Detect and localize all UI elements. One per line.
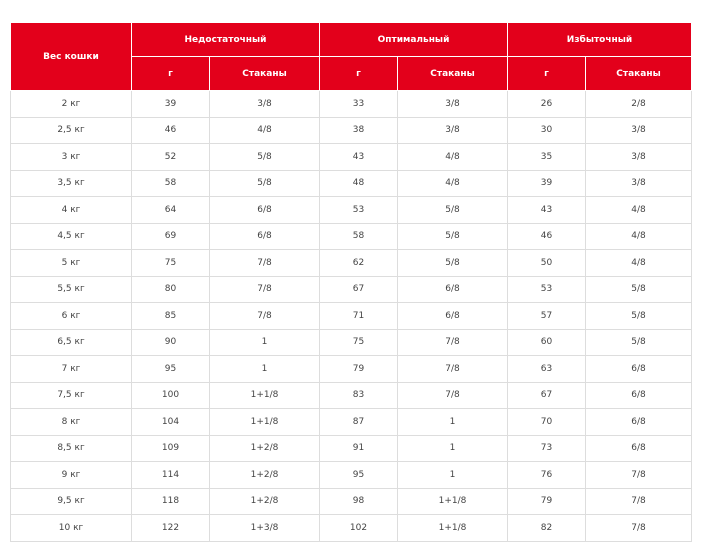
cell-grams-optimal: 79 xyxy=(320,356,398,383)
cell-cat-weight: 5 кг xyxy=(11,250,132,277)
cell-cups-excess: 2/8 xyxy=(586,91,692,118)
table-row xyxy=(11,303,692,330)
cell-grams-insufficient: 100 xyxy=(132,382,210,409)
cell-grams-excess: 57 xyxy=(508,303,586,330)
cell-grams-optimal: 87 xyxy=(320,409,398,436)
cell-grams-insufficient: 104 xyxy=(132,409,210,436)
cell-grams-insufficient: 75 xyxy=(132,250,210,277)
cell-cups-insufficient: 6/8 xyxy=(210,223,320,250)
cell-grams-optimal: 71 xyxy=(320,303,398,330)
cell-cups-optimal: 4/8 xyxy=(398,144,508,171)
cell-cups-optimal: 1 xyxy=(398,435,508,462)
cell-cat-weight: 7,5 кг xyxy=(11,382,132,409)
table-row xyxy=(11,515,692,542)
cell-cups-optimal: 1+1/8 xyxy=(398,515,508,542)
cell-cups-insufficient: 1+2/8 xyxy=(210,462,320,489)
cell-grams-excess: 50 xyxy=(508,250,586,277)
cell-cat-weight: 7 кг xyxy=(11,356,132,383)
cell-cups-optimal: 7/8 xyxy=(398,356,508,383)
cell-grams-insufficient: 95 xyxy=(132,356,210,383)
cell-cups-optimal: 5/8 xyxy=(398,223,508,250)
cell-cups-insufficient: 4/8 xyxy=(210,117,320,144)
table-row xyxy=(11,91,692,118)
cell-cups-excess: 5/8 xyxy=(586,276,692,303)
cell-cups-optimal: 5/8 xyxy=(398,197,508,224)
cell-cups-optimal: 1 xyxy=(398,409,508,436)
cell-grams-optimal: 91 xyxy=(320,435,398,462)
cell-cups-excess: 6/8 xyxy=(586,382,692,409)
table-row xyxy=(11,170,692,197)
cell-grams-insufficient: 64 xyxy=(132,197,210,224)
cell-grams-excess: 79 xyxy=(508,488,586,515)
table-header xyxy=(11,23,692,91)
header-cups-insufficient: Стаканы xyxy=(210,57,320,91)
cell-grams-optimal: 98 xyxy=(320,488,398,515)
cell-cups-optimal: 4/8 xyxy=(398,170,508,197)
cell-cups-insufficient: 1+3/8 xyxy=(210,515,320,542)
cell-cups-insufficient: 7/8 xyxy=(210,276,320,303)
cell-cups-insufficient: 3/8 xyxy=(210,91,320,118)
feeding-table xyxy=(10,22,692,542)
cell-grams-optimal: 75 xyxy=(320,329,398,356)
cell-grams-optimal: 33 xyxy=(320,91,398,118)
cell-grams-optimal: 67 xyxy=(320,276,398,303)
cell-grams-excess: 43 xyxy=(508,197,586,224)
cell-cat-weight: 10 кг xyxy=(11,515,132,542)
cell-cups-excess: 7/8 xyxy=(586,462,692,489)
cell-cups-excess: 5/8 xyxy=(586,303,692,330)
header-cups-excess: Стаканы xyxy=(586,57,692,91)
cell-cat-weight: 4,5 кг xyxy=(11,223,132,250)
header-group-excess: Избыточный xyxy=(508,23,692,57)
cell-cups-excess: 4/8 xyxy=(586,223,692,250)
header-group-insufficient: Недостаточный xyxy=(132,23,320,57)
cell-grams-excess: 76 xyxy=(508,462,586,489)
cell-grams-optimal: 58 xyxy=(320,223,398,250)
cell-grams-optimal: 102 xyxy=(320,515,398,542)
cell-cat-weight: 3 кг xyxy=(11,144,132,171)
table-row xyxy=(11,488,692,515)
cell-grams-optimal: 62 xyxy=(320,250,398,277)
table-row xyxy=(11,117,692,144)
cell-cups-excess: 4/8 xyxy=(586,250,692,277)
cell-cat-weight: 4 кг xyxy=(11,197,132,224)
cell-cat-weight: 2,5 кг xyxy=(11,117,132,144)
cell-grams-optimal: 53 xyxy=(320,197,398,224)
cell-grams-optimal: 43 xyxy=(320,144,398,171)
cell-grams-insufficient: 52 xyxy=(132,144,210,171)
cell-grams-excess: 67 xyxy=(508,382,586,409)
cell-cups-optimal: 1 xyxy=(398,462,508,489)
cell-cups-insufficient: 1 xyxy=(210,329,320,356)
feeding-table-container xyxy=(10,22,692,542)
cell-cups-optimal: 6/8 xyxy=(398,276,508,303)
cell-cups-excess: 7/8 xyxy=(586,488,692,515)
cell-grams-excess: 63 xyxy=(508,356,586,383)
cell-cups-insufficient: 6/8 xyxy=(210,197,320,224)
header-grams-insufficient: г xyxy=(132,57,210,91)
header-cups-optimal: Стаканы xyxy=(398,57,508,91)
cell-grams-insufficient: 46 xyxy=(132,117,210,144)
cell-cups-optimal: 1+1/8 xyxy=(398,488,508,515)
cell-cat-weight: 5,5 кг xyxy=(11,276,132,303)
table-row xyxy=(11,197,692,224)
table-row xyxy=(11,435,692,462)
header-group-optimal: Оптимальный xyxy=(320,23,508,57)
cell-cat-weight: 6 кг xyxy=(11,303,132,330)
cell-cups-optimal: 7/8 xyxy=(398,329,508,356)
cell-grams-excess: 46 xyxy=(508,223,586,250)
cell-cups-optimal: 3/8 xyxy=(398,117,508,144)
cell-grams-excess: 26 xyxy=(508,91,586,118)
table-row xyxy=(11,382,692,409)
cell-cups-excess: 7/8 xyxy=(586,515,692,542)
header-group-row xyxy=(11,23,692,57)
cell-grams-excess: 39 xyxy=(508,170,586,197)
cell-grams-insufficient: 109 xyxy=(132,435,210,462)
header-grams-excess: г xyxy=(508,57,586,91)
cell-cups-insufficient: 5/8 xyxy=(210,144,320,171)
cell-grams-excess: 73 xyxy=(508,435,586,462)
cell-cups-insufficient: 1+1/8 xyxy=(210,382,320,409)
cell-cups-optimal: 7/8 xyxy=(398,382,508,409)
cell-cups-excess: 6/8 xyxy=(586,356,692,383)
cell-cups-excess: 5/8 xyxy=(586,329,692,356)
cell-grams-insufficient: 122 xyxy=(132,515,210,542)
table-row xyxy=(11,144,692,171)
cell-grams-excess: 35 xyxy=(508,144,586,171)
cell-cups-insufficient: 1 xyxy=(210,356,320,383)
table-row xyxy=(11,276,692,303)
cell-grams-excess: 53 xyxy=(508,276,586,303)
cell-grams-insufficient: 118 xyxy=(132,488,210,515)
cell-grams-insufficient: 90 xyxy=(132,329,210,356)
cell-grams-insufficient: 69 xyxy=(132,223,210,250)
cell-cups-excess: 6/8 xyxy=(586,435,692,462)
cell-grams-excess: 82 xyxy=(508,515,586,542)
cell-cups-insufficient: 7/8 xyxy=(210,250,320,277)
table-row xyxy=(11,223,692,250)
cell-grams-optimal: 38 xyxy=(320,117,398,144)
cell-grams-insufficient: 80 xyxy=(132,276,210,303)
cell-cups-excess: 3/8 xyxy=(586,170,692,197)
cell-grams-excess: 30 xyxy=(508,117,586,144)
cell-grams-excess: 60 xyxy=(508,329,586,356)
cell-cat-weight: 8 кг xyxy=(11,409,132,436)
cell-cups-excess: 6/8 xyxy=(586,409,692,436)
cell-cups-optimal: 6/8 xyxy=(398,303,508,330)
cell-cat-weight: 3,5 кг xyxy=(11,170,132,197)
cell-cups-insufficient: 5/8 xyxy=(210,170,320,197)
cell-cat-weight: 9,5 кг xyxy=(11,488,132,515)
cell-cat-weight: 9 кг xyxy=(11,462,132,489)
cell-cups-optimal: 5/8 xyxy=(398,250,508,277)
table-row xyxy=(11,250,692,277)
cell-cat-weight: 6,5 кг xyxy=(11,329,132,356)
cell-cups-excess: 4/8 xyxy=(586,197,692,224)
cell-grams-excess: 70 xyxy=(508,409,586,436)
cell-grams-optimal: 48 xyxy=(320,170,398,197)
table-row xyxy=(11,356,692,383)
cell-grams-optimal: 83 xyxy=(320,382,398,409)
cell-grams-insufficient: 114 xyxy=(132,462,210,489)
cell-cups-insufficient: 1+2/8 xyxy=(210,488,320,515)
header-cat-weight: Вес кошки xyxy=(11,23,132,91)
cell-cups-optimal: 3/8 xyxy=(398,91,508,118)
cell-cups-excess: 3/8 xyxy=(586,117,692,144)
cell-grams-insufficient: 85 xyxy=(132,303,210,330)
cell-cups-insufficient: 1+2/8 xyxy=(210,435,320,462)
cell-grams-insufficient: 58 xyxy=(132,170,210,197)
header-grams-optimal: г xyxy=(320,57,398,91)
cell-cups-insufficient: 1+1/8 xyxy=(210,409,320,436)
cell-cat-weight: 2 кг xyxy=(11,91,132,118)
cell-cat-weight: 8,5 кг xyxy=(11,435,132,462)
cell-grams-insufficient: 39 xyxy=(132,91,210,118)
table-body xyxy=(11,91,692,542)
table-row xyxy=(11,329,692,356)
cell-cups-insufficient: 7/8 xyxy=(210,303,320,330)
table-row xyxy=(11,462,692,489)
table-row xyxy=(11,409,692,436)
cell-cups-excess: 3/8 xyxy=(586,144,692,171)
cell-grams-optimal: 95 xyxy=(320,462,398,489)
